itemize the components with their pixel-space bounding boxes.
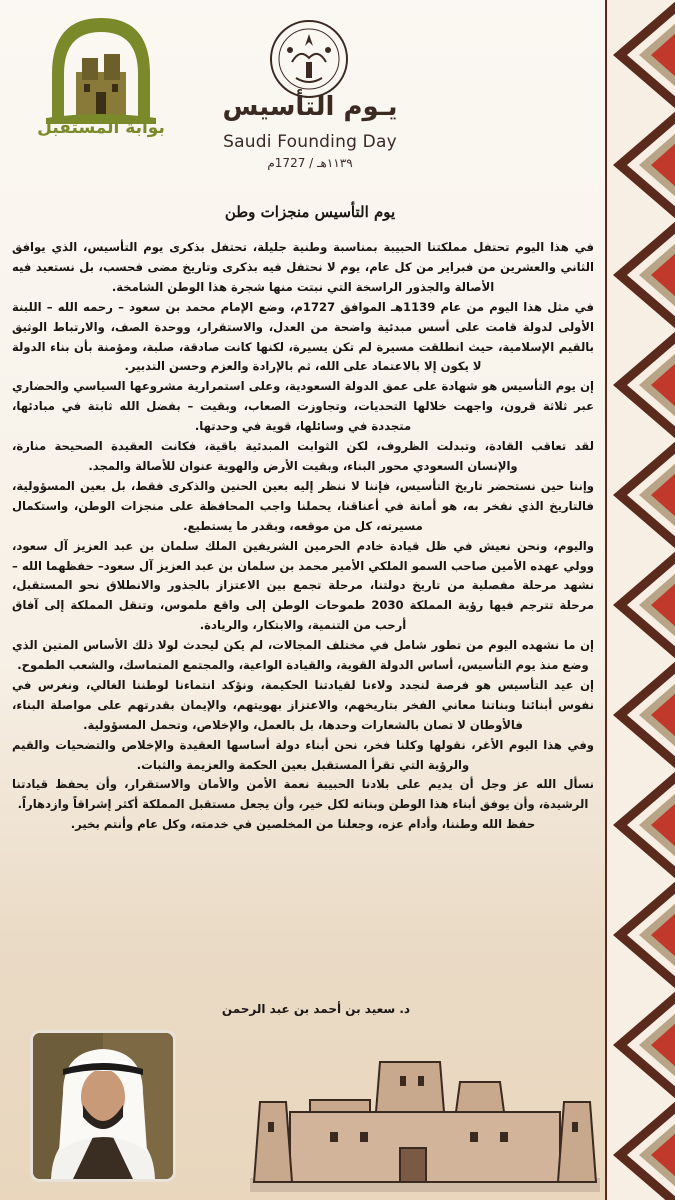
- paragraph: واليوم، ونحن نعيش في ظل قيادة خادم الحرمين الشريفين الملك سلمان بن عبد العزيز آل سعود، وولي عهده الأمين صاحب السمو الملكي الأمير محمد بن سلمان بن عبد العزيز آل سعود– حفظهما الله – نشهد مرحلة مفصلية من تاريخ دولتنا، مرحلة تجمع بين الاعتزاز بالجذور والانطلاق نحو المستقبل، مرحلة تترجم فيها رؤية المملكة 2030 طموحات الوطن إلى واقع ملموس، وتنقل المملكة إلى آفاق أرحب من التنمية، والابتكار، والريادة.: [12, 538, 594, 633]
- signature: د. سعيد بن أحمد بن عبد الرحمن: [221, 1002, 411, 1016]
- chevron-pattern: [607, 0, 675, 1200]
- paragraph: إن يوم التأسيس هو شهادة على عمق الدولة السعودية، وعلى استمرارية مشروعها السياسي والحضاري عبر ثلاثة قرون، واجهت خلالها التحديات، وتجاوزت الصعاب، وبقيت – بفضل الله ثابتة في مبادئها، متجددة في وسائلها، قوية في وحدتها.: [12, 379, 594, 434]
- founding-day-year: ١١٣٩هـ / 1727م: [267, 156, 353, 170]
- founding-day-arabic-title: يـوم التأسيس: [222, 92, 398, 122]
- paragraph: إن ما نشهده اليوم من تطور شامل في مختلف المجالات، لم يكن ليحدث لولا ذلك الأساس المتين الذي وضع منذ يوم التأسيس، أساس الدولة القوية، والقيادة الواعية، والمجتمع المتماسك، والشعب الطموح.: [12, 638, 594, 673]
- paragraph: نسأل الله عز وجل أن يديم على بلادنا الحبيبة نعمة الأمن والأمان والاستقرار، وأن يحفظ قيادتنا الرشيدة، وأن يوفق أبناء هذا الوطن وبناته لكل خير، وأن يجعل مستقبل المملكة أكثر إشراقاً وازدهاراً.: [12, 777, 594, 812]
- author-photo: [30, 1030, 176, 1182]
- fort-illustration-icon: [250, 1052, 600, 1192]
- paragraph: حفظ الله وطننا، وأدام عزه، وجعلنا من المخلصين في خدمته، وكل عام وأنتم بخير.: [70, 817, 536, 832]
- document-title: يوم التأسيس منجزات وطن: [224, 203, 396, 221]
- paragraph: في مثل هذا اليوم من عام 1139هـ الموافق 1727م، وضع الإمام محمد بن سعود – رحمه الله – اللبنة الأولى لدولة قامت على أسس مبدئية واضحة من العدل، والاستقرار، ووحدة الصف، والارتباط الوثيق بالقيم الإسلامية، حيث انطلقت مسيرة لم تكن يسيرة، لكنها كانت صادقة، صلبة، ومؤمنة بأن بناء الدولة لا يكون إلا بالاعتماد على الله، ثم بالإرادة والعزم وحسن التدبير.: [12, 299, 594, 374]
- paragraph: لقد تعاقب القادة، وتبدلت الظروف، لكن الثوابت المبدئية باقية، فكانت العقيدة الصحيحة منارة، والإنسان السعودي محور البناء، وبقيت الأرض والهوية عنوان للأصالة والمجد.: [12, 439, 594, 473]
- paragraph: إن عيد التأسيس هو فرصة لنجدد ولاءنا لقيادتنا الحكيمة، ونؤكد انتماءنا لوطننا الغالي، ونغرس في نفوس أبنائنا وبناتنا معاني الفخر بتاريخهم، والاعتزاز بهويتهم، والإيمان بقدرتهم على مواصلة البناء، فالأوطان لا تصان بالشعارات وحدها، بل بالعمل، والإخلاص، وتحمل المسؤولية.: [12, 677, 594, 732]
- founding-day-english-title: Saudi Founding Day: [223, 132, 397, 152]
- founding-day-emblem-icon: [268, 18, 350, 100]
- paragraph: وإننا حين نستحضر تاريخ التأسيس، فإننا لا ننظر إليه بعين الحنين والذكرى فقط، بل بعين المسؤولية، فالتاريخ الذي نفخر به، هو أمانة في أعناقنا، يحملنا واجب المحافظة على منجزات الوطن، واستكمال مسيرته، كل من موقعه، وبقدر ما يستطيع.: [12, 478, 594, 533]
- person-portrait-icon: [33, 1033, 173, 1179]
- paragraph: وفي هذا اليوم الأغر، نقولها وكلنا فخر، نحن أبناء دولة أساسها العقيدة والإخلاص والتضحيات والقيم والرؤية التي تقرأ المستقبل بعين الحكمة والعزيمة والثبات.: [12, 737, 594, 772]
- paragraph: في هذا اليوم تحتفل مملكتنا الحبيبة بمناسبة وطنية جليلة، تحتفل بذكرى يوم التأسيس، الذي يوافق الثاني والعشرين من فبراير من كل عام، يوم لا نحتفل فيه بذكرى وتاريخ مضى فحسب، بل نستعيد فيه الأصالة والجذور الراسخة التي نبتت منها شجرة هذا الوطن الشامخة.: [12, 240, 594, 294]
- document-body: [12, 238, 594, 835]
- decorative-side-border: [605, 0, 675, 1200]
- gate-logo-text: بوابة المستقبل: [37, 118, 165, 138]
